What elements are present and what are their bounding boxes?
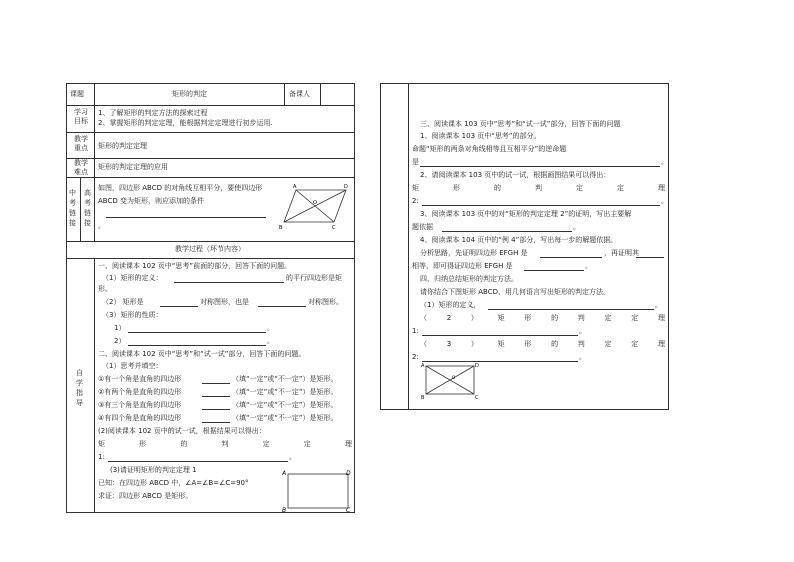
char: 定 xyxy=(631,340,639,348)
key-label: 教学重点 xyxy=(74,135,88,152)
property-2-end: 。 xyxy=(267,337,274,345)
theorem-2-label: 2: xyxy=(412,197,419,205)
theorem-1-blank[interactable] xyxy=(108,461,288,462)
exam-line-1: 如图，四边形 ABCD 的对角线互相平分，要使四边形 xyxy=(98,184,263,192)
theorem-2-end: 。 xyxy=(661,197,668,205)
try-prompt: (2)阅读课本 102 页中的试一试，根据结果可以得出： xyxy=(98,427,266,435)
section2-title: 二、阅读课本 102 页中“思考”和“试一试”部分，回答下面的问题。 xyxy=(98,350,306,358)
property-2-label: 2） xyxy=(114,337,126,345)
row-divider xyxy=(66,132,355,133)
col-divider xyxy=(94,258,95,513)
symmetry-end: 对称图形。 xyxy=(308,298,343,306)
label-c: C xyxy=(332,225,336,231)
label-b: B xyxy=(279,225,283,231)
char: 定 xyxy=(262,440,270,448)
char: 定 xyxy=(617,184,624,192)
theorem-2-spread xyxy=(412,184,665,193)
question-1: ①有一个角是直角的四边形 xyxy=(98,375,182,383)
char: 判 xyxy=(535,184,542,192)
symmetry-blank-2[interactable] xyxy=(258,306,306,307)
char: 形 xyxy=(139,440,147,448)
analysis-blank-1[interactable] xyxy=(540,257,602,258)
char: ） xyxy=(470,340,478,348)
label-b: B xyxy=(421,395,425,401)
symmetry-blank-1[interactable] xyxy=(160,306,198,307)
key-text: 矩形的判定定理 xyxy=(98,142,147,150)
symmetry-prompt: （2） 矩形是 xyxy=(102,298,144,306)
property-1-blank[interactable] xyxy=(128,332,266,333)
goal-2: 2、掌握矩形的判定定理，能根据判定定理进行初步运用. xyxy=(98,119,273,127)
exam-answer-blank[interactable] xyxy=(106,217,266,218)
theorem-2-blank[interactable] xyxy=(422,205,660,206)
theorem-r1-spread xyxy=(420,314,665,323)
question-3-blank[interactable] xyxy=(202,409,230,410)
definition-suffix: 的平行四边形是矩 xyxy=(286,274,342,282)
goals-label: 学习目标 xyxy=(74,108,88,125)
label-b: B xyxy=(282,507,287,514)
symmetry-mid: 对称图形，也是 xyxy=(200,298,249,306)
definition-end: 形。 xyxy=(98,285,112,293)
prove-text: 求证：四边形 ABCD 是矩形。 xyxy=(98,492,193,500)
row-divider xyxy=(66,158,355,159)
converse-label: 是 xyxy=(412,158,419,166)
rectangle-diagonals-figure xyxy=(418,360,484,404)
theorem-r1-label: 1: xyxy=(412,327,419,335)
label-a: A xyxy=(293,184,297,190)
char: 判 xyxy=(577,340,585,348)
definition-blank[interactable] xyxy=(174,282,284,283)
question-4: ④有四个角是直角的四边形 xyxy=(98,414,182,422)
char: 的 xyxy=(180,440,188,448)
question-1-hint: （填“一定”或“不一定”）是矩形。 xyxy=(232,375,338,383)
col-divider xyxy=(80,177,81,241)
header-author-label: 备课人 xyxy=(289,90,310,98)
section4-title: 四、归纳总结矩形的判定方法。 xyxy=(420,275,518,283)
analysis-blank-3[interactable] xyxy=(524,270,584,271)
definition-blank[interactable] xyxy=(488,309,654,310)
section3-q1: 1、阅读课本 103 页中“思考”的部分。 xyxy=(420,132,541,140)
label-c: C xyxy=(475,395,479,401)
char: 形 xyxy=(524,340,532,348)
difficulty-text: 矩形的判定定理的应用 xyxy=(98,163,168,171)
char: （ xyxy=(420,340,427,348)
char: 理 xyxy=(657,314,665,322)
basis-label: 题依据 xyxy=(412,223,433,231)
parallelogram-figure xyxy=(276,182,352,234)
question-3: ③有三个角是直角的四边形 xyxy=(98,401,182,409)
goal-1: 1、了解矩形的判定方法的探索过程 xyxy=(98,109,208,117)
col-divider xyxy=(94,83,95,241)
proof-prompt: (3)请证明矩形的判定定理 1 xyxy=(110,466,197,474)
char: 的 xyxy=(494,184,501,192)
analysis-line-2: 相等，即可得证四边形 EFGH 是 xyxy=(412,262,513,270)
label-d: D xyxy=(475,363,479,369)
theorem-r1-blank[interactable] xyxy=(422,335,578,336)
question-2-blank[interactable] xyxy=(202,396,230,397)
property-prompt: （3）矩形的性质： xyxy=(102,311,163,319)
question-3-hint: （填“一定”或“不一定”）是矩形。 xyxy=(232,401,338,409)
converse-blank[interactable] xyxy=(420,166,660,167)
analysis-blank-2[interactable] xyxy=(636,257,664,258)
question-2-hint: （填“一定”或“不一定”）是矩形。 xyxy=(232,388,338,396)
col-divider xyxy=(284,83,285,105)
char: 的 xyxy=(551,314,559,322)
theorem-r1-end: 。 xyxy=(579,327,586,335)
process-title: 教学过程（环节内容） xyxy=(175,245,245,253)
header-topic-value: 矩形的判定 xyxy=(172,90,207,98)
char: 定 xyxy=(604,314,612,322)
section3-q4: 4、阅读课本 104 页中的“例 4”部分，写出每一步的解题依据。 xyxy=(420,236,618,244)
char: 理 xyxy=(657,340,665,348)
char: （ xyxy=(420,314,427,322)
exam-link-sublabel: 高考链接 xyxy=(84,189,91,227)
property-2-blank[interactable] xyxy=(128,345,266,346)
definition-label: （1）矩形的定义， xyxy=(420,301,481,309)
basis-blank[interactable] xyxy=(442,231,572,232)
exam-link-label: 中考链接 xyxy=(69,189,76,227)
row-divider xyxy=(66,241,355,242)
question-1-blank[interactable] xyxy=(202,383,230,384)
label-c: C xyxy=(346,507,351,514)
col-divider xyxy=(408,83,409,410)
char: 形 xyxy=(453,184,460,192)
label-o: O xyxy=(313,200,317,206)
char: 的 xyxy=(551,340,559,348)
label-a: A xyxy=(282,470,287,477)
given-text: 已知：在四边形 ABCD 中，∠A=∠B=∠C=90° xyxy=(98,479,249,487)
converse-prompt: 命题“矩形的两条对角线相等且互相平分”的逆命题 xyxy=(412,145,567,153)
section3-q3: 3、阅读课本 103 页中的对“矩形的判定定理 2”的证明，写出主要解 xyxy=(420,210,632,218)
exam-line-3: 。 xyxy=(98,222,105,230)
section1-title: 一、阅读课本 102 页中“思考”前面的部分，回答下面的问题。 xyxy=(98,262,292,270)
question-2: ②有两个角是直角的四边形 xyxy=(98,388,182,396)
char: 矩 xyxy=(98,440,105,448)
diagonal-bd xyxy=(284,190,346,222)
header-topic-label: 课题 xyxy=(70,90,84,98)
char: 理 xyxy=(658,184,665,192)
theorem-r2-end: 。 xyxy=(579,353,586,361)
row-divider xyxy=(66,177,355,178)
char: ） xyxy=(470,314,478,322)
label-d: D xyxy=(344,184,348,190)
rectangle-figure xyxy=(280,466,354,514)
question-4-hint: （填“一定”或“不一定”）是矩形。 xyxy=(232,414,338,422)
label-a: A xyxy=(421,363,425,369)
char: 定 xyxy=(604,340,612,348)
self-study-label: 自学指导 xyxy=(76,369,83,407)
definition-end: 。 xyxy=(655,301,662,309)
theorem-r2-spread xyxy=(420,340,665,349)
row-divider xyxy=(66,258,355,259)
char: 矩 xyxy=(497,340,505,348)
char: 定 xyxy=(303,440,311,448)
analysis-line-2-end: 。 xyxy=(585,262,592,270)
property-1-label: 1） xyxy=(114,324,126,332)
char: 定 xyxy=(631,314,639,322)
section3-title: 三、阅读课本 103 页中“思考”和“试一试”部分，回答下面的问题 xyxy=(420,120,621,128)
label-d: D xyxy=(346,470,351,477)
char: 矩 xyxy=(412,184,419,192)
col-divider xyxy=(320,83,321,105)
question-4-blank[interactable] xyxy=(202,422,230,423)
definition-prompt: （1）矩形的定义： xyxy=(102,274,163,282)
rectangle-shape xyxy=(288,474,348,508)
think-fill-prompt: （1）思考并填空： xyxy=(102,362,163,370)
analysis-line-1: 分析思路，先证明四边形 EFGH 是 xyxy=(420,249,528,257)
analysis-line-1-end: ，再证明其 xyxy=(604,249,639,257)
char: 2 xyxy=(446,314,452,322)
char: 3 xyxy=(446,340,452,348)
char: 理 xyxy=(344,440,352,448)
converse-end: 。 xyxy=(661,158,668,166)
char: 形 xyxy=(524,314,532,322)
basis-end: 。 xyxy=(573,223,580,231)
row-divider xyxy=(66,105,355,106)
property-1-end: 。 xyxy=(267,324,274,332)
difficulty-label: 教学难点 xyxy=(74,159,88,176)
theorem-r2-label: 2: xyxy=(412,353,419,361)
char: 矩 xyxy=(497,314,505,322)
char: 判 xyxy=(221,440,229,448)
label-o: O xyxy=(452,375,456,380)
section4-prompt: 请你结合下图矩形 ABCD、用几何语言写出矩形的判定方法。 xyxy=(420,288,610,296)
char: 定 xyxy=(576,184,583,192)
section3-q2: 2、请阅读课本 103 页中的试一试，根据画图结果可以得出： xyxy=(420,171,611,179)
theorem-1-label: 1: xyxy=(98,453,105,461)
theorem-1-spread xyxy=(98,440,352,449)
theorem-1-end: 。 xyxy=(289,453,296,461)
char: 判 xyxy=(577,314,585,322)
exam-line-2: ABCD 变为矩形，则应添加的条件 xyxy=(98,197,204,205)
